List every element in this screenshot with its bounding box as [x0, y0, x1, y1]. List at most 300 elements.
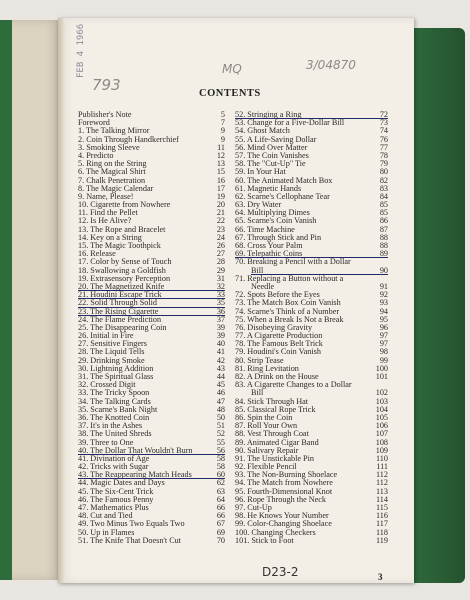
toc-entry-page: 111	[376, 462, 388, 472]
toc-entry-title: 59. In Your Hat	[235, 168, 286, 177]
toc-entry	[235, 299, 388, 307]
toc-entry-title: 44. Magic Dates and Days	[78, 479, 165, 488]
toc-entry-title: 17. Color by Sense of Touch	[78, 258, 172, 267]
toc-entry	[78, 217, 225, 225]
toc-entry-page: 5	[220, 110, 225, 119]
toc-entry	[78, 193, 225, 201]
toc-entry-page: 74	[379, 126, 388, 136]
toc-entry	[78, 299, 225, 307]
toc-entry-page: 76	[379, 134, 388, 144]
toc-entry	[235, 357, 388, 365]
toc-entry-title: 53. Change for a Five-Dollar Bill	[235, 119, 345, 128]
toc-entry-title: 52. Stringing a Ring	[235, 111, 366, 119]
toc-entry-page: 39	[216, 331, 225, 341]
toc-entry	[78, 447, 225, 455]
toc-entry-page: 45	[216, 380, 225, 390]
toc-entry-page: 11	[217, 142, 225, 152]
toc-entry-page: 97	[379, 339, 388, 349]
toc-entry-title: 49. Two Minus Two Equals Two	[78, 520, 185, 529]
toc-entry-page: 58	[216, 453, 225, 463]
toc-entry-title: 24. The Flame Prediction	[78, 315, 162, 324]
toc-entry-title: 32. Crossed Digit	[78, 381, 136, 390]
toc-entry-title: 85. Classical Rope Trick	[235, 405, 316, 414]
handwritten-mark: MQ	[222, 62, 242, 76]
toc-entry	[78, 529, 225, 537]
toc-entry-page: 100	[375, 363, 388, 373]
toc-entry-title: 62. Scarne's Cellophane Tear	[235, 192, 330, 201]
toc-entry-title: 9. Name, Please!	[78, 192, 134, 201]
toc-entry-page: 50	[216, 412, 225, 422]
toc-entry-title: 30. Lightning Addition	[78, 364, 154, 373]
toc-entry	[78, 479, 225, 487]
toc-entry-title: 43. The Reappearing Match Heads	[78, 471, 203, 479]
toc-entry	[235, 168, 388, 176]
toc-entry-page: 22	[216, 216, 225, 226]
toc-entry-page: 24	[216, 232, 225, 242]
toc-entry-page: 96	[379, 322, 388, 332]
toc-entry	[78, 160, 225, 168]
toc-entry	[78, 324, 225, 332]
toc-entry-title: 10. Cigarette from Nowhere	[78, 201, 171, 210]
toc-entry-page: 28	[216, 257, 225, 267]
toc-entry	[235, 127, 388, 135]
toc-entry-title: 38. The United Shreds	[78, 430, 152, 439]
toc-entry-title: 100. Changing Checkers	[235, 528, 316, 537]
toc-entry-page: 118	[376, 527, 388, 537]
toc-entry-title: 81. Ring Levitation	[235, 364, 299, 373]
toc-entry-page: 113	[376, 486, 388, 496]
toc-entry-title: 101. Stick to Foot	[235, 536, 294, 545]
toc-entry-page: 98	[379, 347, 388, 357]
toc-entry-page: 29	[216, 265, 225, 275]
toc-entry-title: 89. Animated Cigar Band	[235, 438, 319, 447]
toc-entry-title: 5. Ring on the String	[78, 160, 147, 169]
toc-entry	[235, 529, 388, 537]
toc-entry-page: 90	[366, 267, 388, 275]
toc-entry-title: 66. Time Machine	[235, 225, 295, 234]
toc-entry-title: 99. Color-Changing Shoelace	[235, 520, 332, 529]
toc-entry-page: 101	[375, 372, 388, 381]
toc-entry-title: Needle	[251, 282, 275, 291]
toc-entry-title: 79. Houdini's Coin Vanish	[235, 348, 321, 357]
toc-entry-title: 93. The Non-Burning Shoelace	[235, 471, 338, 480]
toc-entry-title: 47. Mathematics Plus	[78, 504, 149, 512]
toc-entry-page: 16	[216, 175, 225, 185]
toc-entry-page: 13	[216, 159, 225, 169]
toc-entry-title: 29. Drinking Smoke	[78, 356, 145, 365]
toc-entry	[78, 471, 225, 479]
toc-entry-title: 77. A Cigarette Production	[235, 332, 323, 341]
toc-entry	[78, 242, 225, 250]
toc-entry-title: 12. Is He Alive?	[78, 217, 132, 226]
toc-entry	[235, 250, 388, 258]
toc-entry-title: 21. Houdini Escape Trick	[78, 291, 203, 299]
toc-entry-title: 96. Rope Through the Neck	[235, 495, 327, 504]
toc-entry	[235, 504, 388, 512]
toc-entry	[235, 324, 388, 332]
toc-entry	[78, 136, 225, 144]
toc-entry	[78, 177, 225, 185]
toc-entry-page: 20	[216, 200, 225, 210]
toc-entry	[78, 316, 225, 324]
toc-entry-page: 104	[375, 404, 388, 414]
toc-entry	[78, 406, 225, 414]
toc-entry-title: 87. Roll Your Own	[235, 422, 298, 431]
toc-entry	[235, 283, 388, 291]
toc-entry-title: 58. The "Cut-Up" Tie	[235, 160, 306, 169]
handwritten-note: D23-2	[262, 565, 299, 579]
toc-entry	[78, 365, 225, 373]
toc-entry-page: 87	[379, 224, 388, 234]
toc-entry	[78, 389, 225, 397]
toc-entry-page: 33	[203, 291, 225, 299]
toc-entry-title: 64. Multiplying Dimes	[235, 209, 310, 218]
toc-entry	[78, 381, 225, 389]
date-stamp: FEB 4 1966	[76, 23, 86, 78]
toc-entry	[235, 496, 388, 504]
toc-entry-title: 74. Scarne's Think of a Number	[235, 307, 340, 316]
toc-entry	[78, 348, 225, 356]
toc-entry-title: 25. The Disappearing Coin	[78, 323, 167, 332]
toc-entry-title: 50. Up in Flames	[78, 528, 135, 537]
toc-entry-page: 63	[216, 486, 225, 496]
toc-entry	[235, 537, 388, 545]
toc-entry	[235, 381, 388, 389]
toc-entry-page: 66	[216, 503, 225, 512]
handwritten-number: 793	[92, 76, 121, 94]
toc-entry-title: 27. Sensitive Fingers	[78, 340, 147, 349]
toc-entry-title: 11. Find the Pellet	[78, 209, 138, 218]
toc-entry-page: 83	[379, 183, 388, 193]
toc-entry	[235, 119, 388, 127]
toc-entry-title: 91. The Unstickable Pin	[235, 454, 314, 463]
toc-entry-title: 56. Mind Over Matter	[235, 143, 308, 152]
toc-entry	[235, 512, 388, 520]
toc-entry-page: 108	[375, 437, 388, 447]
toc-entry-title: 76. Disobeying Gravity	[235, 323, 313, 332]
toc-entry-page: 114	[376, 494, 388, 504]
toc-entry	[78, 201, 225, 209]
toc-entry	[235, 389, 388, 397]
toc-entry-page: 115	[376, 503, 388, 512]
toc-entry-page: 105	[375, 412, 388, 422]
toc-entry-title: 16. Release	[78, 250, 116, 259]
toc-entry-title: Publisher's Note	[78, 111, 132, 119]
toc-entry-page: 89	[366, 250, 388, 258]
toc-entry-title: 20. The Magnetized Knife	[78, 283, 203, 291]
toc-entry-title: 18. Swallowing a Goldfish	[78, 266, 166, 275]
toc-entry-page: 78	[379, 150, 388, 160]
toc-entry-title: 82. A Drink on the House	[235, 373, 319, 381]
toc-entry-page: 9	[220, 134, 225, 144]
toc-entry	[78, 144, 225, 152]
toc-entry-title: 46. The Famous Penny	[78, 495, 154, 504]
toc-entry-page: 23	[216, 224, 225, 234]
toc-entry-title: 86. Spin the Coin	[235, 413, 293, 422]
toc-entry-title: 19. Extrasensory Perception	[78, 274, 171, 283]
toc-entry	[78, 455, 225, 463]
toc-entry	[235, 291, 388, 299]
toc-entry	[78, 152, 225, 160]
toc-entry-title: 45. The Six-Cent Trick	[78, 487, 154, 496]
toc-entry-page: 7	[220, 118, 225, 128]
toc-entry-title: 69. Telepathic Coins	[235, 250, 366, 258]
toc-entry	[235, 422, 388, 430]
toc-entry	[235, 439, 388, 447]
toc-entry-page: 110	[376, 453, 388, 463]
toc-entry-page: 97	[379, 331, 388, 341]
toc-entry	[235, 373, 388, 381]
toc-entry	[78, 209, 225, 217]
toc-entry	[78, 430, 225, 438]
toc-entry	[235, 201, 388, 209]
toc-entry	[78, 111, 225, 119]
toc-entry-page: 73	[379, 118, 388, 128]
toc-entry	[78, 267, 225, 275]
toc-entry-title: Bill	[251, 267, 366, 275]
toc-entry-title: 6. The Magical Shirt	[78, 168, 146, 177]
toc-entry	[78, 422, 225, 430]
toc-entry-title: 92. Flexible Pencil	[235, 463, 297, 472]
toc-entry-page: 17	[216, 183, 225, 193]
toc-entry	[78, 308, 225, 316]
toc-entry	[78, 398, 225, 406]
toc-entry-title: 63. Dry Water	[235, 201, 282, 210]
toc-entry	[235, 242, 388, 250]
toc-entry	[78, 332, 225, 340]
toc-entry-title: 7. Chalk Penetration	[78, 176, 146, 185]
toc-entry-page: 85	[379, 200, 388, 210]
toc-entry-title: 36. The Knotted Coin	[78, 413, 150, 422]
toc-entry	[78, 520, 225, 528]
toc-entry-page: 117	[376, 519, 388, 529]
toc-entry-page: 91	[379, 281, 388, 291]
toc-entry-page: 119	[376, 535, 388, 545]
toc-entry-title: 83. A Cigarette Changes to a Dollar	[235, 381, 352, 390]
toc-entry-page: 86	[379, 216, 388, 226]
toc-entry	[78, 127, 225, 135]
toc-entry-title: 2. Coin Through Handkerchief	[78, 135, 179, 144]
toc-entry	[78, 496, 225, 504]
toc-entry	[78, 226, 225, 234]
toc-entry	[78, 275, 225, 283]
toc-entry-title: 37. It's in the Ashes	[78, 422, 143, 431]
toc-entry-page: 32	[203, 283, 225, 291]
toc-entry-page: 21	[216, 208, 225, 218]
toc-entry-page: 67	[216, 519, 225, 529]
toc-entry-page: 26	[216, 241, 225, 250]
toc-entry-page: 37	[216, 314, 225, 324]
toc-entry	[78, 357, 225, 365]
toc-entry-title: 84. Stick Through Hat	[235, 397, 309, 406]
toc-entry-title: 94. The Match from Nowhere	[235, 479, 333, 488]
toc-entry-page: 94	[379, 306, 388, 316]
toc-entry	[78, 488, 225, 496]
toc-entry-title: 72. Spots Before the Eyes	[235, 291, 320, 300]
toc-entry	[235, 185, 388, 193]
toc-entry-title: 88. Vest Through Coat	[235, 430, 309, 439]
toc-entry-page: 99	[379, 355, 388, 365]
toc-entry	[78, 537, 225, 545]
toc-entry	[235, 267, 388, 275]
contents-left-column	[78, 111, 225, 545]
toc-entry-title: Foreword	[78, 119, 110, 128]
toc-entry-title: 42. Tricks with Sugar	[78, 463, 149, 472]
toc-entry-title: 13. The Rope and Bracelet	[78, 225, 166, 234]
toc-entry-page: 112	[376, 470, 388, 480]
toc-entry	[235, 209, 388, 217]
toc-entry	[235, 430, 388, 438]
toc-entry-title: 57. The Coin Vanishes	[235, 151, 309, 160]
toc-entry	[235, 406, 388, 414]
toc-entry-page: 9	[220, 126, 225, 136]
toc-entry-page: 19	[216, 191, 225, 201]
toc-entry-page: 62	[216, 478, 225, 488]
toc-entry	[78, 414, 225, 422]
toc-entry-page: 93	[379, 298, 388, 308]
contents-right-column	[235, 111, 388, 545]
toc-entry	[78, 250, 225, 258]
toc-entry-title: 68. Cross Your Palm	[235, 242, 303, 250]
toc-entry	[235, 340, 388, 348]
toc-entry	[235, 144, 388, 152]
toc-entry	[235, 193, 388, 201]
toc-entry	[235, 414, 388, 422]
toc-entry	[78, 283, 225, 291]
toc-entry-page: 42	[216, 355, 225, 365]
toc-entry-page: 109	[375, 445, 388, 455]
toc-entry-title: 3. Smoking Sleeve	[78, 143, 140, 152]
toc-entry-page: 88	[379, 232, 388, 242]
toc-entry-page: 77	[379, 142, 388, 152]
toc-entry-title: 51. The Knife That Doesn't Cut	[78, 536, 182, 545]
toc-entry-page: 85	[379, 208, 388, 218]
toc-entry-title: 54. Ghost Match	[235, 127, 290, 136]
toc-entry	[78, 258, 225, 266]
toc-entry	[235, 447, 388, 455]
toc-entry-title: 39. Three to One	[78, 438, 134, 447]
toc-entry	[235, 226, 388, 234]
toc-entry-title: 60. The Animated Match Box	[235, 176, 333, 185]
toc-entry-page: 40	[216, 339, 225, 349]
toc-entry-page: 31	[216, 273, 225, 283]
toc-entry-title: 1. The Talking Mirror	[78, 127, 150, 136]
toc-entry-page: 84	[379, 191, 388, 201]
toc-entry-title: 80. Strip Tease	[235, 356, 284, 365]
toc-entry	[235, 365, 388, 373]
toc-entry	[78, 439, 225, 447]
toc-entry	[235, 258, 388, 266]
toc-entry	[235, 332, 388, 340]
toc-entry-title: 70. Breaking a Pencil with a Dollar	[235, 258, 351, 267]
book-spine	[0, 20, 12, 580]
toc-entry-title: 97. Cut-Up	[235, 504, 272, 512]
toc-entry-page: 58	[216, 462, 225, 472]
toc-entry	[235, 455, 388, 463]
toc-entry-title: 14. Key on a String	[78, 233, 142, 242]
toc-entry-page: 27	[216, 249, 225, 259]
toc-entry	[235, 479, 388, 487]
toc-entry-page: 112	[376, 478, 388, 488]
toc-entry	[78, 185, 225, 193]
toc-entry-title: 71. Replacing a Button without a	[235, 274, 344, 283]
toc-entry-page: 95	[379, 314, 388, 324]
toc-entry-title: 73. The Match Box Coin Vanish	[235, 299, 341, 308]
toc-entry-page: 55	[216, 437, 225, 447]
toc-entry-page: 106	[375, 421, 388, 431]
toc-entry-page: 116	[376, 511, 388, 521]
toc-entry-page: 107	[375, 429, 388, 439]
toc-entry	[78, 168, 225, 176]
toc-entry	[235, 136, 388, 144]
toc-entry-page: 51	[216, 421, 225, 431]
toc-entry-title: 75. When a Break Is Not a Break	[235, 315, 344, 324]
toc-entry	[235, 471, 388, 479]
toc-entry	[78, 512, 225, 520]
toc-entry	[235, 177, 388, 185]
toc-entry-page: 44	[216, 372, 225, 381]
toc-entry-title: 95. Fourth-Dimensional Knot	[235, 487, 333, 496]
toc-entry-page: 56	[203, 447, 225, 455]
toc-entry-page: 15	[216, 167, 225, 177]
toc-entry-title: 35. Scarne's Bank Night	[78, 405, 158, 414]
toc-entry-title: 33. The Tricky Spoon	[78, 389, 150, 398]
toc-entry-page: 64	[216, 494, 225, 504]
toc-entry-page: 92	[379, 290, 388, 300]
toc-entry-title: 28. The Liquid Tells	[78, 348, 145, 357]
toc-entry-page: 70	[216, 535, 225, 545]
toc-entry	[235, 488, 388, 496]
toc-entry-title: 98. He Knows Your Number	[235, 512, 329, 521]
toc-entry	[78, 504, 225, 512]
toc-entry-page: 103	[375, 396, 388, 406]
page-number: 3	[378, 572, 383, 582]
toc-entry	[235, 316, 388, 324]
toc-entry	[235, 217, 388, 225]
toc-entry	[78, 463, 225, 471]
toc-entry	[235, 308, 388, 316]
toc-entry	[235, 398, 388, 406]
toc-entry-title: 26. Initial in Fire	[78, 332, 134, 341]
toc-entry	[235, 160, 388, 168]
toc-entry-page: 52	[216, 429, 225, 439]
toc-entry-title: 55. A Life-Saving Dollar	[235, 135, 317, 144]
toc-entry-title: 8. The Magic Calendar	[78, 184, 154, 193]
toc-entry-page: 41	[216, 347, 225, 357]
page-title: CONTENTS	[199, 88, 261, 99]
toc-entry	[78, 340, 225, 348]
toc-entry-title: 67. Through Stick and Pin	[235, 233, 322, 242]
toc-entry-page: 82	[379, 175, 388, 185]
toc-entry-page: 12	[216, 150, 225, 160]
toc-entry-page: 47	[216, 396, 225, 406]
toc-entry	[78, 234, 225, 242]
toc-entry-title: 34. The Talking Cards	[78, 397, 151, 406]
toc-entry-title: Bill	[251, 389, 264, 398]
toc-entry-title: 48. Cut and Tied	[78, 512, 133, 521]
toc-entry-title: 31. The Spiritual Glass	[78, 373, 154, 381]
toc-entry	[78, 373, 225, 381]
toc-entry-title: 40. The Dollar That Wouldn't Burn	[78, 447, 203, 455]
toc-entry-title: 22. Solid Through Solid	[78, 299, 203, 307]
toc-entry-page: 48	[216, 404, 225, 414]
toc-entry	[235, 463, 388, 471]
toc-entry-page: 72	[366, 111, 388, 119]
toc-entry-title: 78. The Famous Belt Trick	[235, 340, 323, 349]
page-binding	[58, 18, 66, 583]
toc-entry-title: 15. The Magic Toothpick	[78, 242, 161, 250]
toc-entry	[235, 520, 388, 528]
